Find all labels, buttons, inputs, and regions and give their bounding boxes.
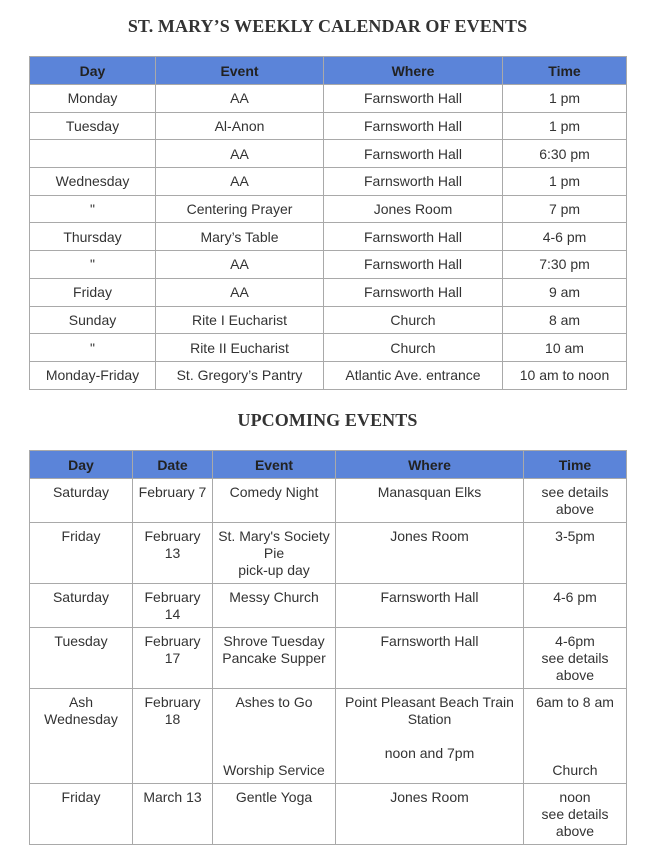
upcoming-cell-line: 4-6 pm: [553, 589, 597, 605]
weekly-cell-time: 7:30 pm: [503, 251, 627, 279]
upcoming-cell-line: 6am to 8 am: [536, 694, 614, 710]
weekly-row: [30, 168, 627, 196]
upcoming-header-day: Day: [30, 451, 133, 479]
weekly-header-event: Event: [156, 57, 324, 85]
upcoming-cell-line: February: [144, 589, 201, 605]
upcoming-cell-event: [213, 479, 336, 523]
upcoming-row: [30, 689, 627, 784]
upcoming-row: [30, 628, 627, 689]
upcoming-cell-where: [336, 523, 524, 584]
upcoming-cell-line: above: [555, 501, 595, 517]
weekly-row: [30, 334, 627, 362]
upcoming-cell-line: 18: [164, 711, 181, 727]
upcoming-cell-line: February 7: [138, 484, 207, 500]
weekly-cell-where: Church: [324, 334, 503, 362]
weekly-row: [30, 140, 627, 168]
upcoming-header-row: [30, 451, 627, 479]
weekly-cell-where: Church: [324, 306, 503, 334]
weekly-cell-day: Monday-Friday: [30, 361, 156, 389]
weekly-header-time: Time: [503, 57, 627, 85]
weekly-cell-day: Friday: [30, 278, 156, 306]
upcoming-cell-line: Wednesday: [44, 711, 118, 727]
weekly-cell-event: Rite I Eucharist: [156, 306, 324, 334]
upcoming-cell-line: [217, 745, 331, 762]
weekly-cell-where: Farnsworth Hall: [324, 278, 503, 306]
upcoming-cell-line: February: [144, 528, 201, 544]
weekly-cell-time: 4-6 pm: [503, 223, 627, 251]
weekly-cell-where: Farnsworth Hall: [324, 223, 503, 251]
upcoming-cell-line: [217, 711, 331, 728]
upcoming-cell-day: [30, 689, 133, 784]
upcoming-cell-line: 4-6pm: [555, 633, 595, 649]
weekly-cell-where: Farnsworth Hall: [324, 85, 503, 113]
upcoming-cell-line: Ash: [68, 694, 94, 710]
upcoming-cell-line: Farnsworth Hall: [380, 633, 479, 649]
upcoming-row: [30, 784, 627, 845]
weekly-cell-time: 10 am to noon: [503, 361, 627, 389]
upcoming-cell-line: [528, 745, 622, 762]
weekly-row: [30, 251, 627, 279]
upcoming-cell-where: [336, 628, 524, 689]
weekly-cell-where: Atlantic Ave. entrance: [324, 361, 503, 389]
upcoming-row: [30, 523, 627, 584]
upcoming-row: [30, 584, 627, 628]
upcoming-cell-line: 13: [164, 545, 181, 561]
upcoming-cell-line: Tuesday: [54, 633, 108, 649]
weekly-cell-event: AA: [156, 140, 324, 168]
upcoming-cell-line: Saturday: [52, 484, 110, 500]
weekly-cell-time: 7 pm: [503, 195, 627, 223]
upcoming-cell-date: [133, 584, 213, 628]
upcoming-cell-event: [213, 689, 336, 784]
weekly-cell-event: Rite II Eucharist: [156, 334, 324, 362]
upcoming-cell-line: Friday: [61, 528, 101, 544]
upcoming-cell-where: [336, 784, 524, 845]
upcoming-cell-line: above: [555, 667, 595, 683]
upcoming-cell-date: [133, 479, 213, 523]
weekly-row: [30, 306, 627, 334]
weekly-cell-day: Monday: [30, 85, 156, 113]
weekly-cell-event: AA: [156, 168, 324, 196]
weekly-header-row: [30, 57, 627, 85]
upcoming-cell-time: [524, 689, 627, 784]
upcoming-cell-time: [524, 628, 627, 689]
weekly-cell-day: [30, 140, 156, 168]
weekly-cell-where: Farnsworth Hall: [324, 251, 503, 279]
upcoming-cell-line: Comedy Night: [229, 484, 319, 500]
weekly-cell-day: Thursday: [30, 223, 156, 251]
upcoming-cell-line: Point Pleasant Beach Train: [345, 694, 514, 710]
weekly-cell-time: 8 am: [503, 306, 627, 334]
upcoming-cell-line: Pancake Supper: [222, 650, 326, 666]
upcoming-cell-line: 14: [164, 606, 181, 622]
upcoming-cell-line: Gentle Yoga: [235, 789, 313, 805]
upcoming-events-title: UPCOMING EVENTS: [237, 410, 418, 430]
weekly-cell-day: Tuesday: [30, 112, 156, 140]
upcoming-cell-line: [528, 711, 622, 728]
upcoming-cell-date: [133, 628, 213, 689]
weekly-row: [30, 85, 627, 113]
upcoming-cell-line: Messy Church: [229, 589, 319, 605]
weekly-cell-where: Jones Room: [324, 195, 503, 223]
upcoming-cell-line: see details: [541, 806, 609, 822]
upcoming-cell-time: [524, 523, 627, 584]
upcoming-cell-line: Jones Room: [390, 528, 469, 544]
weekly-cell-time: 9 am: [503, 278, 627, 306]
upcoming-cell-line: Station: [407, 711, 452, 727]
weekly-cell-day: ": [30, 334, 156, 362]
upcoming-cell-event: [213, 784, 336, 845]
upcoming-cell-event: [213, 523, 336, 584]
upcoming-cell-line: 17: [164, 650, 181, 666]
weekly-calendar-table: [29, 56, 627, 390]
weekly-cell-time: 10 am: [503, 334, 627, 362]
weekly-header-where: Where: [324, 57, 503, 85]
upcoming-header-event: Event: [213, 451, 336, 479]
weekly-cell-time: 1 pm: [503, 168, 627, 196]
upcoming-cell-line: pick-up day: [238, 562, 310, 578]
weekly-cell-where: Farnsworth Hall: [324, 168, 503, 196]
weekly-cell-where: Farnsworth Hall: [324, 140, 503, 168]
upcoming-cell-line: Farnsworth Hall: [380, 589, 479, 605]
upcoming-header-time: Time: [524, 451, 627, 479]
upcoming-cell-day: [30, 628, 133, 689]
upcoming-cell-line: see details: [541, 484, 609, 500]
upcoming-cell-day: [30, 523, 133, 584]
upcoming-cell-date: [133, 689, 213, 784]
upcoming-cell-line: above: [555, 823, 595, 839]
weekly-cell-time: 1 pm: [503, 85, 627, 113]
upcoming-cell-line: [340, 728, 519, 745]
upcoming-cell-where: [336, 689, 524, 784]
weekly-cell-event: Centering Prayer: [156, 195, 324, 223]
upcoming-cell-where: [336, 479, 524, 523]
upcoming-cell-line: February: [144, 633, 201, 649]
weekly-cell-event: AA: [156, 278, 324, 306]
weekly-cell-event: Mary’s Table: [156, 223, 324, 251]
upcoming-row: [30, 479, 627, 523]
upcoming-cell-line: Shrove Tuesday: [223, 633, 325, 649]
weekly-row: [30, 223, 627, 251]
weekly-cell-day: Sunday: [30, 306, 156, 334]
upcoming-cell-line: Friday: [61, 789, 101, 805]
upcoming-cell-where: [336, 584, 524, 628]
upcoming-cell-line: February: [144, 694, 201, 710]
weekly-cell-event: AA: [156, 251, 324, 279]
upcoming-cell-day: [30, 784, 133, 845]
weekly-row: [30, 361, 627, 389]
weekly-header-day: Day: [30, 57, 156, 85]
weekly-cell-event: St. Gregory’s Pantry: [156, 361, 324, 389]
upcoming-cell-line: [528, 728, 622, 745]
upcoming-header-where: Where: [336, 451, 524, 479]
weekly-cell-event: Al-Anon: [156, 112, 324, 140]
upcoming-cell-event: [213, 628, 336, 689]
upcoming-events-table: [29, 450, 627, 845]
upcoming-cell-date: [133, 523, 213, 584]
weekly-row: [30, 195, 627, 223]
upcoming-cell-line: noon and 7pm: [384, 745, 475, 761]
weekly-cell-day: Wednesday: [30, 168, 156, 196]
upcoming-cell-line: 3-5pm: [555, 528, 595, 544]
upcoming-cell-line: see details: [541, 650, 609, 666]
upcoming-cell-time: [524, 784, 627, 845]
weekly-row: [30, 278, 627, 306]
upcoming-cell-line: Worship Service: [223, 762, 325, 778]
upcoming-cell-line: Saturday: [52, 589, 110, 605]
weekly-cell-day: ": [30, 251, 156, 279]
upcoming-cell-date: [133, 784, 213, 845]
upcoming-header-date: Date: [133, 451, 213, 479]
upcoming-cell-line: March 13: [143, 789, 202, 805]
weekly-row: [30, 112, 627, 140]
weekly-cell-day: ": [30, 195, 156, 223]
upcoming-cell-line: Ashes to Go: [235, 694, 313, 710]
upcoming-cell-line: Manasquan Elks: [377, 484, 482, 500]
upcoming-cell-event: [213, 584, 336, 628]
upcoming-cell-line: Pie: [263, 545, 285, 561]
upcoming-cell-line: Jones Room: [390, 789, 469, 805]
weekly-cell-where: Farnsworth Hall: [324, 112, 503, 140]
weekly-cell-event: AA: [156, 85, 324, 113]
upcoming-cell-line: St. Mary's Society: [218, 528, 330, 544]
weekly-calendar-title: ST. MARY’S WEEKLY CALENDAR OF EVENTS: [127, 16, 528, 36]
upcoming-cell-line: [217, 728, 331, 745]
upcoming-cell-time: [524, 584, 627, 628]
weekly-cell-time: 6:30 pm: [503, 140, 627, 168]
upcoming-cell-time: [524, 479, 627, 523]
upcoming-cell-day: [30, 479, 133, 523]
upcoming-cell-line: noon: [559, 789, 591, 805]
weekly-cell-time: 1 pm: [503, 112, 627, 140]
upcoming-cell-day: [30, 584, 133, 628]
upcoming-cell-line: Church: [552, 762, 598, 778]
